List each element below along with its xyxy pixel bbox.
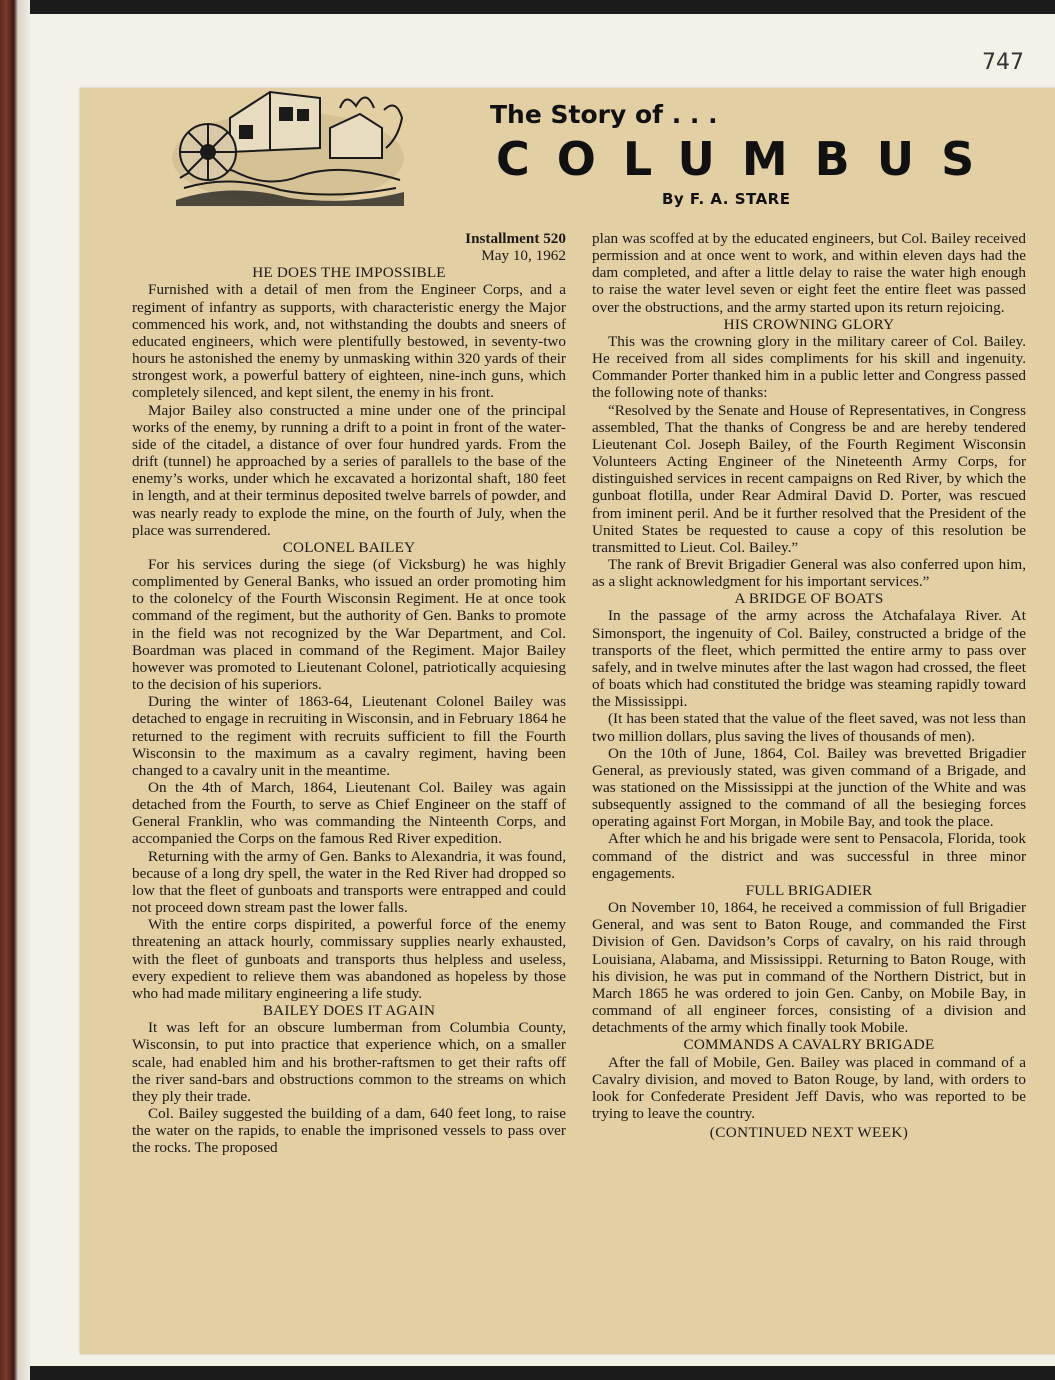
section-heading: BAILEY DOES IT AGAIN [262,1002,436,1020]
page-number: 747 [982,50,1024,75]
byline: By F. A. STARE [662,190,791,208]
series-label: The Story of . . . [490,100,718,129]
right-column-body [592,230,1026,1141]
book-spine [0,0,30,1380]
paragraph: With the entire corps dispirited, a powerful force of the enemy threatening an attack hourly, commissary supplies nearly exhausted, with the fleet of gunboats and transports thus helpless and useless, every expedient to relieve them was abandoned as hopeless by those who had made military engineering a life study. [132,916,566,1002]
paragraph: plan was scoffed at by the educated engineers, but Col. Bailey received permission and at once went to work, and within eleven days had the dam completed, and after a little delay to raise the water high enough to raise the water level seven or eight feet the entire fleet was passed over the obstructions, and the army started upon its return rejoicing. [592,230,1026,316]
paragraph: “Resolved by the Senate and House of Representatives, in Congress assembled, That the thanks of Congress be and are hereby tendered Lieutenant Col. Joseph Bailey, of the Fourth Regiment Wisconsin Volunteers Acting Engineer of the Nineteenth Army Corps, for distinguished services in recent campaigns on Red River, by which the gunboat flotilla, under Rear Admiral David D. Porter, was rescued from iminent peril. And be it further resolved that the President of the United States be requested to cause a copy of this resolution be transmitted to Lieut. Col. Bailey.” [592,401,1026,556]
section-heading: HE DOES THE IMPOSSIBLE [252,264,446,282]
paragraph: For his services during the siege (of Vicksburg) he was highly complimented by General Banks, who issued an order promoting him to the colonelcy of the Fourth Wisconsin Regiment. He at once took command of the regiment, but the authority of Gen. Banks to promote in the field was not recognized by the War Department, and Col. Boardman was placed in command of the Regiment. Major Bailey however was promoted to Lieutenant Colonel, patriotically acquiesing to the decision of his superiors. [132,555,566,694]
paragraph: On the 10th of June, 1864, Col. Bailey was brevetted Brigadier General, as previously stated, was given command of a Brigade, and was stationed on the Mississippi at the junction of the White and was subsequently assigned to the command of all the besieging forces operating against Fort Morgan, in Mobile Bay, and took the place. [592,744,1026,831]
paragraph: During the winter of 1863-64, Lieutenant Colonel Bailey was detached to engage in recruiting in Wisconsin, and in February 1864 he returned to the regiment with recruits sufficient to fill the Fourth Wisconsin to the maximum as a cavalry regiment, having been changed to a cavalry unit in the meantime. [132,693,566,779]
right-column [592,230,1026,1141]
mill-illustration-icon [170,88,405,206]
paragraph: In the passage of the army across the Atchafalaya River. At Simonsport, the ingenuity of Col. Bailey, constructed a bridge of the transports of the fleet, which permitted the entire army to pass over safely, and in twelve minutes after the last wagon had crossed, the fleet of boats which had constituted the bridge was steaming rapidly toward the Mississippi. [592,607,1026,711]
paragraph: On November 10, 1864, he received a commission of full Brigadier General, and was sent to Baton Rouge, and commanded the First Division of Gen. Davidson’s Corps of cavalry, on his raid through Louisiana, Alabama, and Mississippi. Returning to Baton Rouge, with his division, he was put in command of the Northern District, but in March 1865 he was ordered to join Gen. Canby, on Mobile Bay, in command of all engineer forces, consisting of a division and detachments of the army which finally took Mobile. [592,899,1026,1037]
paragraph: After which he and his brigade were sent to Pensacola, Florida, took command of the district and was successful in three minor engagements. [592,830,1026,882]
installment-date: May 10, 1962 [481,247,566,265]
scrapbook-page [30,14,1055,1366]
left-column [132,230,566,1156]
left-column-body [132,264,566,1156]
paragraph: Furnished with a detail of men from the Engineer Corps, and a regiment of infantry as supports, with characteristic energy the Major commenced his work, and, not withstanding the doubts and sneers of educated engineers, which were plentifully bestowed, in seventy-two hours he astonished the enemy by unmasking within 320 yards of their strongest work, a powerful battery of eighteen, nine-inch guns, which completely silenced, and kept silent, the enemy in his front. [132,281,566,402]
section-heading: A BRIDGE OF BOATS [734,590,884,608]
section-heading: COMMANDS A CAVALRY BRIGADE [683,1036,935,1054]
paragraph: Col. Bailey suggested the building of a dam, 640 feet long, to raise the water on the rapids, to enable the imprisoned vessels to pass over the rocks. The proposed [132,1104,566,1157]
section-heading: HIS CROWNING GLORY [723,315,895,333]
installment-label: Installment 520 [465,230,566,247]
paragraph: After the fall of Mobile, Gen. Bailey was placed in command of a Cavalry division, and moved to Baton Rouge, by land, with orders to look for Confederate President Jeff Davis, who was reported to be trying to leave the country. [592,1053,1026,1122]
paragraph: It was left for an obscure lumberman from Columbia County, Wisconsin, to put into practice that experience which, on a smaller scale, had enabled him and his brother-raftsmen to get their rafts off the river sand-bars and obstructions common to the streams on which they ply their trade. [132,1019,566,1105]
paragraph: Major Bailey also constructed a mine under one of the principal works of the enemy, by running a drift to a point in front of the water-side of the citadel, a distance of over four hundred yards. From the drift (tunnel) he approached by a series of parallels to the base of the enemy’s works, under which he excavated a horizontal shaft, 180 feet in length, and at their terminus deposited twelve barrels of powder, and was nearly ready to explode the mine, on the fourth of July, when the place was surrendered. [132,401,566,539]
article-title: COLUMBUS [496,132,1002,186]
section-heading: FULL BRIGADIER [745,881,873,899]
newspaper-clipping [80,88,1055,1354]
paragraph: This was the crowning glory in the military career of Col. Bailey. He received from all sides compliments for his skill and ingenuity. Commander Porter thanked him in a public letter and Congress passed the following note of thanks: [592,332,1026,402]
continued-notice: (CONTINUED NEXT WEEK) [709,1124,909,1142]
paragraph: The rank of Brevit Brigadier General was also conferred upon him, as a slight acknowledgment for his important services.” [592,555,1026,591]
paragraph: On the 4th of March, 1864, Lieutenant Col. Bailey was again detached from the Fourth, to serve as Chief Engineer on the staff of General Franklin, who was commanding the Ninteenth Corps, and accompanied the Corps on the famous Red River expedition. [132,779,566,848]
section-heading: COLONEL BAILEY [282,538,416,556]
paragraph: Returning with the army of Gen. Banks to Alexandria, it was found, because of a long dry spell, the water in the Red River had dropped so low that the fleet of gunboats and transports were entrapped and could not proceed down stream past the lower falls. [132,847,566,917]
paragraph: (It has been stated that the value of the fleet saved, was not less than two million dollars, plus saving the lives of thousands of men). [592,710,1026,745]
